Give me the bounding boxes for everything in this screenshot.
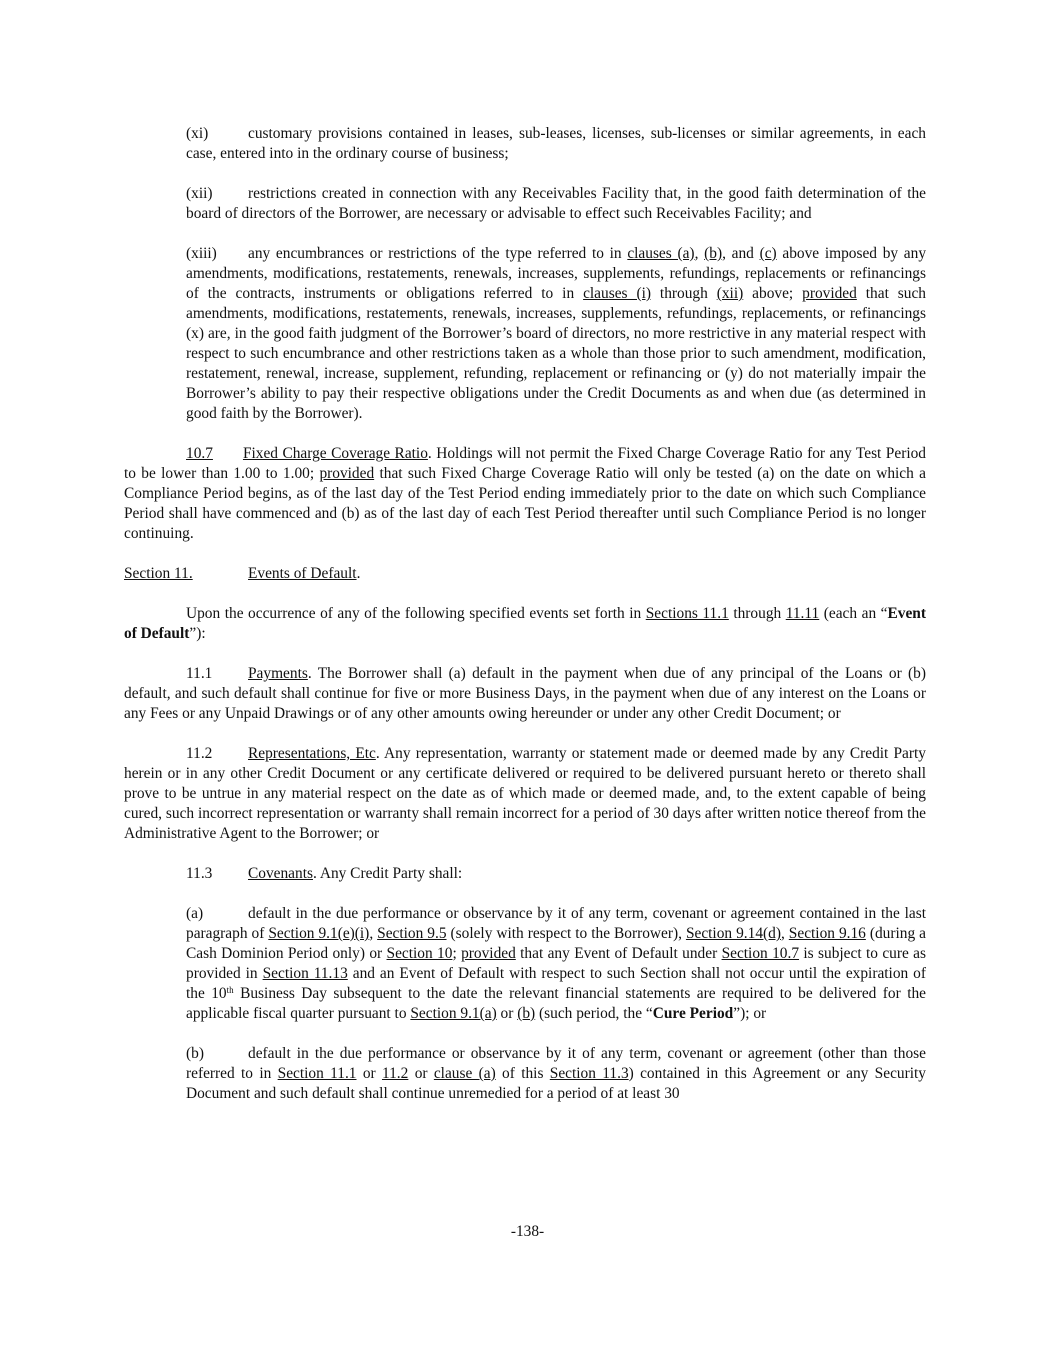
paragraph-b (186, 1044, 926, 1104)
cross-reference: (xii) (716, 285, 744, 302)
section-heading: Covenants (248, 865, 313, 882)
section-10-7 (124, 444, 926, 544)
intro-text: Upon the occurrence of any of the following specified events set forth in (186, 605, 646, 622)
clause-text: any encumbrances or restrictions of the type referred to in (248, 245, 628, 262)
section-text: . The Borrower shall (a) default in the payment when due of any principal of the Loans or (b) default, and such default shall continue for five or more Business Days, in the payment when due of any interest on the Loans or any Fees or any Unpaid Drawings or of any other amounts owing hereunder or under any other Credit Document; or (124, 665, 926, 722)
document-page (124, 124, 926, 1124)
cross-reference: clauses (i) (583, 285, 651, 302)
section-11-3 (124, 864, 926, 884)
paragraph-xii (186, 184, 926, 224)
clause-text: or (496, 1005, 518, 1022)
section-11-2 (124, 744, 926, 844)
clause-text: ) contained in this Agreement or any Security Document and such default shall continue unremedied for a period of at least 30 (186, 1065, 926, 1102)
cross-reference: Section 10 (386, 945, 453, 962)
cross-reference: Section 9.5 (377, 925, 447, 942)
cross-reference: Section 9.14(d) (685, 925, 781, 942)
clause-text: that any Event of Default under (515, 945, 722, 962)
clause-text: above imposed by any amendments, modifications, restatements, renewals, increases, supplements, refundings, replacements or refinancings of the contracts, instruments or obligations referred to in (186, 245, 927, 302)
section-number: 11.3 (186, 865, 213, 882)
section-11-heading (124, 564, 926, 584)
clause-text: , (780, 925, 789, 942)
proviso-term: provided (461, 945, 516, 962)
section-heading: Payments (248, 665, 308, 682)
section-number: 10.7 (186, 445, 213, 462)
paragraph-a (186, 904, 926, 1024)
clause-number: (b) (186, 1045, 204, 1062)
cross-reference: clause (a) (433, 1065, 496, 1082)
cross-reference: 11.2 (381, 1065, 409, 1082)
clause-text: restrictions created in connection with any Receivables Facility that, in the good faith determination of the board of directors of the Borrower, are necessary or advisable to effect such Receivables Facility; and (186, 185, 926, 222)
clause-text: through (650, 285, 717, 302)
cross-reference: Section 10.7 (721, 945, 800, 962)
cross-reference: clauses (a) (627, 245, 695, 262)
cross-reference: Section 9.16 (788, 925, 866, 942)
clause-number: (xi) (186, 125, 209, 142)
section-11-1 (124, 664, 926, 724)
section-number: 11.2 (186, 745, 213, 762)
defined-term: Event of Default (124, 605, 926, 642)
intro-text: through (728, 605, 786, 622)
clause-text: ”); or (733, 1005, 767, 1022)
clause-text: , (369, 925, 378, 942)
paragraph-xiii (186, 244, 926, 424)
clause-text: default in the due performance or observance by it of any term, covenant or agreement contained in the last paragraph of (186, 905, 926, 942)
clause-number: (xiii) (186, 245, 217, 262)
section-heading: Fixed Charge Coverage Ratio (242, 445, 428, 462)
clause-text: is subject to cure as provided in (186, 945, 926, 982)
clause-number: (xii) (186, 185, 213, 202)
cross-reference: (b) (517, 1005, 536, 1022)
ordinal-suffix: th (226, 985, 234, 995)
clause-text: and an Event of Default with respect to such Section shall not occur until the expiration of the 10 (186, 965, 927, 1002)
clause-text: above; (743, 285, 803, 302)
paragraph-xi (186, 124, 926, 164)
section-text: . Holdings will not permit the Fixed Charge Coverage Ratio for any Test Period to be lower than 1.00 to 1.00; (124, 445, 926, 482)
intro-text: ”): (189, 625, 206, 642)
cross-reference: Sections 11.1 (645, 605, 729, 622)
proviso-term: provided (319, 465, 375, 482)
clause-text: of this (495, 1065, 550, 1082)
section-text: . Any representation, warranty or statement made or deemed made by any Credit Party herein or in any other Credit Document or any certificate delivered or required to be delivered pursuant hereto or thereto shall prove to be untrue in any material respect on the date as of which made or deemed made, and, to the extent capable of being cured, such incorrect representation or warranty shall remain incorrect for a period of 30 days after written notice thereof from the Administrative Agent to the Borrower; or (124, 745, 926, 842)
cross-reference: 11.11 (785, 605, 820, 622)
clause-text: customary provisions contained in leases, sub-leases, licenses, sub-licenses or similar agreements, in each case, entered into in the ordinary course of business; (186, 125, 926, 162)
clause-text: or (408, 1065, 434, 1082)
cross-reference: Section 9.1(e)(i) (268, 925, 370, 942)
section-number: Section 11. (124, 565, 193, 582)
clause-text: (such period, the “ (535, 1005, 653, 1022)
cross-reference: Section 11.13 (262, 965, 348, 982)
clause-text: Business Day subsequent to the date the relevant financial statements are required to be delivered for the applicable fiscal quarter pursuant to (186, 985, 926, 1022)
events-intro (124, 604, 926, 644)
cross-reference: Section 11.1 (277, 1065, 357, 1082)
cross-reference: Section 11.3 (549, 1065, 629, 1082)
proviso-term: provided (802, 285, 857, 302)
clause-text: (during a Cash Dominion Period only) or (186, 925, 926, 962)
clause-text: , and (722, 245, 760, 262)
clause-text: (solely with respect to the Borrower), (446, 925, 686, 942)
clause-text: ; (452, 945, 462, 962)
defined-term: Cure Period (652, 1005, 734, 1022)
clause-text: default in the due performance or observance by it of any term, covenant or agreement (other than those referred to in (186, 1045, 926, 1082)
cross-reference: Section 9.1(a) (410, 1005, 497, 1022)
intro-text: (each an “ (819, 605, 888, 622)
cross-reference: (c) (759, 245, 777, 262)
clause-text: that such amendments, modifications, restatements, renewals, increases, supplements, refundings, replacements, or refinancings (x) are, in the good faith judgment of the Borrower’s board of directors, no more restrictive in any material respect with respect to such encumbrance and other restrictions taken as a whole than those prior to such amendment, modification, restatement, renewal, increase, supplement, refunding, replacement or refinancing or (y) do not materially impair the Borrower’s ability to pay their respective obligations under the Credit Documents as and when due (as determined in good faith by the Borrower). (186, 285, 926, 422)
clause-text: , (694, 245, 705, 262)
section-text: that such Fixed Charge Coverage Ratio will only be tested (a) on the date on which a Compliance Period begins, as of the last day of the Test Period ending immediately prior to the date on which such Compliance Period shall have commenced and (b) as of the last day of each Test Period thereafter until such Compliance Period is no longer continuing. (124, 465, 926, 542)
clause-number: (a) (186, 905, 204, 922)
page-number: -138- (510, 1223, 545, 1240)
cross-reference: (b) (704, 245, 723, 262)
section-title: Events of Default (248, 565, 357, 582)
clause-text: or (356, 1065, 382, 1082)
section-heading: Representations, Etc (248, 745, 376, 762)
section-title-period: . (356, 565, 361, 582)
section-text: . Any Credit Party shall: (312, 865, 463, 882)
section-number: 11.1 (186, 665, 213, 682)
